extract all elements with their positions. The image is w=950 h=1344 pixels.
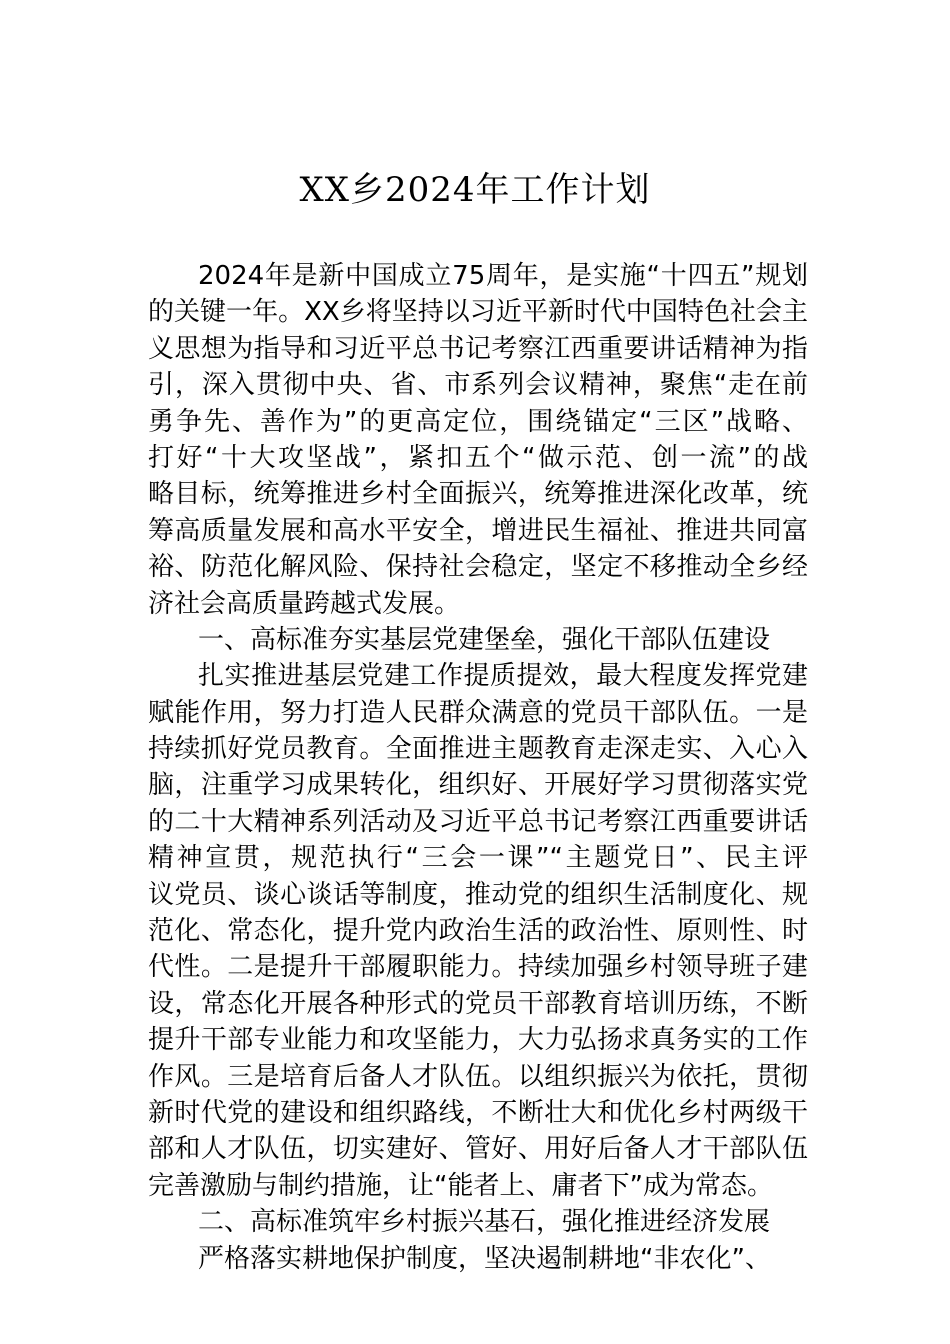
text-line: 议党员、谈心谈话等制度，推动党的组织生活制度化、规 [148,879,808,910]
text-line: 筹高质量发展和高水平安全，增进民生福祉、推进共同富 [148,515,808,546]
text-line: 裕、防范化解风险、保持社会稳定，坚定不移推动全乡经 [148,552,808,583]
text-line: 完善激励与制约措施，让“能者上、庸者下”成为常态。 [148,1170,773,1201]
section-2-paragraph [148,1241,808,1277]
text-line: 持续抓好党员教育。全面推进主题教育走深走实、入心入 [148,734,808,765]
text-line: 勇争先、善作为”的更高定位，围绕锚定“三区”战略、 [148,406,808,437]
intro-paragraph [148,258,808,622]
text-line: 二、高标准筑牢乡村振兴基石，强化推进经济发展 [198,1207,771,1238]
text-line: 脑，注重学习成果转化，组织好、开展好学习贯彻落实党 [148,770,808,801]
text-line: 设，常态化开展各种形式的党员干部教育培训历练，不断 [148,988,808,1019]
page-title: XX乡2024年工作计划 [299,170,651,210]
text-line: 提升干部专业能力和攻坚能力，大力弘扬求真务实的工作 [148,1025,808,1056]
text-line: 扎实推进基层党建工作提质提效，最大程度发挥党建 [198,661,808,692]
text-line: 范化、常态化，提升党内政治生活的政治性、原则性、时 [148,916,808,947]
text-line: 作风。三是培育后备人才队伍。以组织振兴为依托，贯彻 [148,1061,808,1092]
text-line: 代性。二是提升干部履职能力。持续加强乡村领导班子建 [148,952,808,983]
text-line: 赋能作用，努力打造人民群众满意的党员干部队伍。一是 [148,697,808,728]
text-line: 一、高标准夯实基层党建堡垒，强化干部队伍建设 [198,624,771,655]
text-line: 义思想为指导和习近平总书记考察江西重要讲话精神为指 [148,333,808,364]
text-line: 的二十大精神系列活动及习近平总书记考察江西重要讲话 [148,806,808,837]
text-line: 打好“十大攻坚战”，紧扣五个“做示范、创一流”的战 [148,442,808,473]
document-body [148,258,808,1277]
text-line: 精神宣贯，规范执行“三会一课”“主题党日”、民主评 [148,843,808,874]
section-1-paragraph [148,658,808,1204]
text-line: 济社会高质量跨越式发展。 [148,588,461,619]
text-line: 引，深入贯彻中央、省、市系列会议精神，聚焦“走在前 [148,370,808,401]
text-line: 的关键一年。XX乡将坚持以习近平新时代中国特色社会主 [148,297,808,328]
section-heading-2 [148,1204,808,1240]
text-line: 部和人才队伍，切实建好、管好、用好后备人才干部队伍 [148,1134,808,1165]
text-line: 略目标，统筹推进乡村全面振兴，统筹推进深化改革，统 [148,479,808,510]
text-line: 新时代党的建设和组织路线，不断壮大和优化乡村两级干 [148,1097,808,1128]
section-heading-1 [148,622,808,658]
text-line: 严格落实耕地保护制度，坚决遏制耕地“非农化”、 [198,1243,771,1274]
text-line: 2024年是新中国成立75周年，是实施“十四五”规划 [198,261,808,291]
